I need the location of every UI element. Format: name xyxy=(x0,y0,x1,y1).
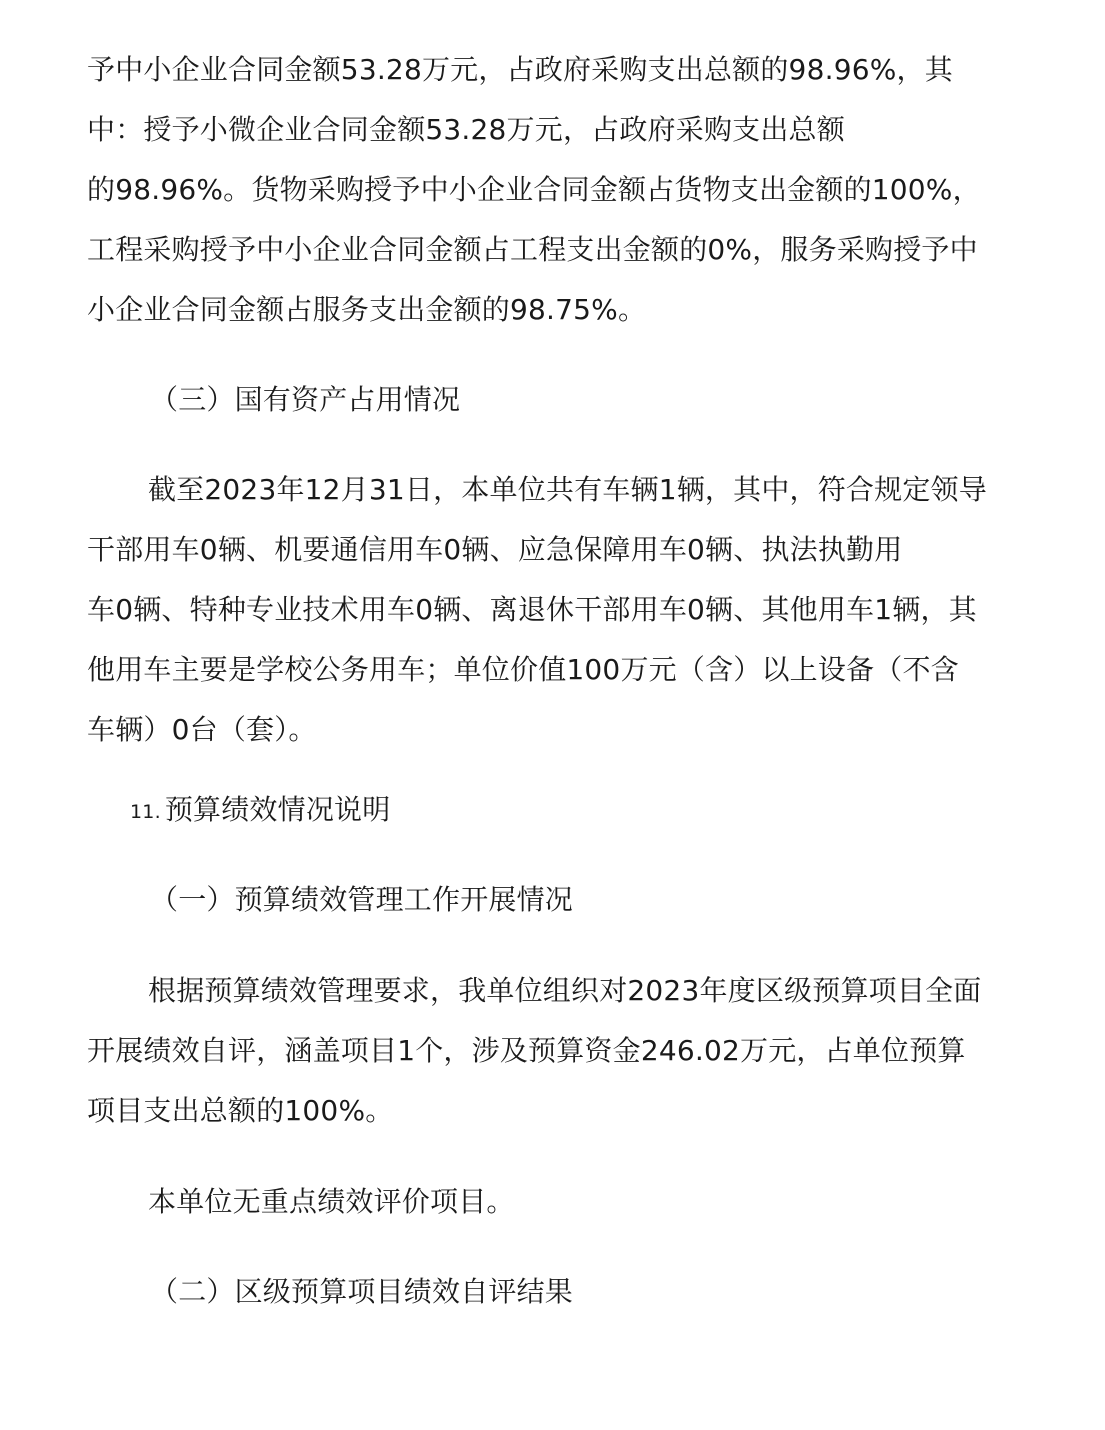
paragraph-line: 他用车主要是学校公务用车；单位价值100万元（含）以上设备（不含 xyxy=(87,653,959,686)
paragraph-line: 开展绩效自评，涵盖项目1个，涉及预算资金246.02万元，占单位预算 xyxy=(87,1034,966,1067)
numbered-heading-11 xyxy=(130,790,390,832)
paragraph-line: 干部用车0辆、机要通信用车0辆、应急保障用车0辆、执法执勤用 xyxy=(87,533,903,566)
paragraph-line: 截至2023年12月31日，本单位共有车辆1辆，其中，符合规定领导 xyxy=(148,473,987,506)
section-heading-self-eval: （二）区级预算项目绩效自评结果 xyxy=(150,1275,574,1308)
section-heading-assets: （三）国有资产占用情况 xyxy=(150,383,461,416)
paragraph-no-key-eval: 本单位无重点绩效评价项目。 xyxy=(148,1185,515,1218)
paragraph-line: 的98.96%。货物采购授予中小企业合同金额占货物支出金额的100%， xyxy=(87,173,981,206)
paragraph-line: 中：授予小微企业合同金额53.28万元，占政府采购支出总额 xyxy=(87,113,845,146)
paragraph-line: 根据预算绩效管理要求，我单位组织对2023年度区级预算项目全面 xyxy=(148,974,982,1007)
heading-number: 11. xyxy=(130,801,161,823)
section-heading-performance-mgmt: （一）预算绩效管理工作开展情况 xyxy=(150,883,574,916)
paragraph-line: 车0辆、特种专业技术用车0辆、离退休干部用车0辆、其他用车1辆，其 xyxy=(87,593,977,626)
paragraph-line: 小企业合同金额占服务支出金额的98.75%。 xyxy=(87,293,647,326)
paragraph-line: 工程采购授予中小企业合同金额占工程支出金额的0%，服务采购授予中 xyxy=(87,233,978,266)
heading-title: 预算绩效情况说明 xyxy=(164,793,391,826)
paragraph-line: 予中小企业合同金额53.28万元，占政府采购支出总额的98.96%，其 xyxy=(87,53,953,86)
paragraph-line: 车辆）0台（套）。 xyxy=(87,713,317,746)
paragraph-line: 项目支出总额的100%。 xyxy=(87,1094,394,1127)
